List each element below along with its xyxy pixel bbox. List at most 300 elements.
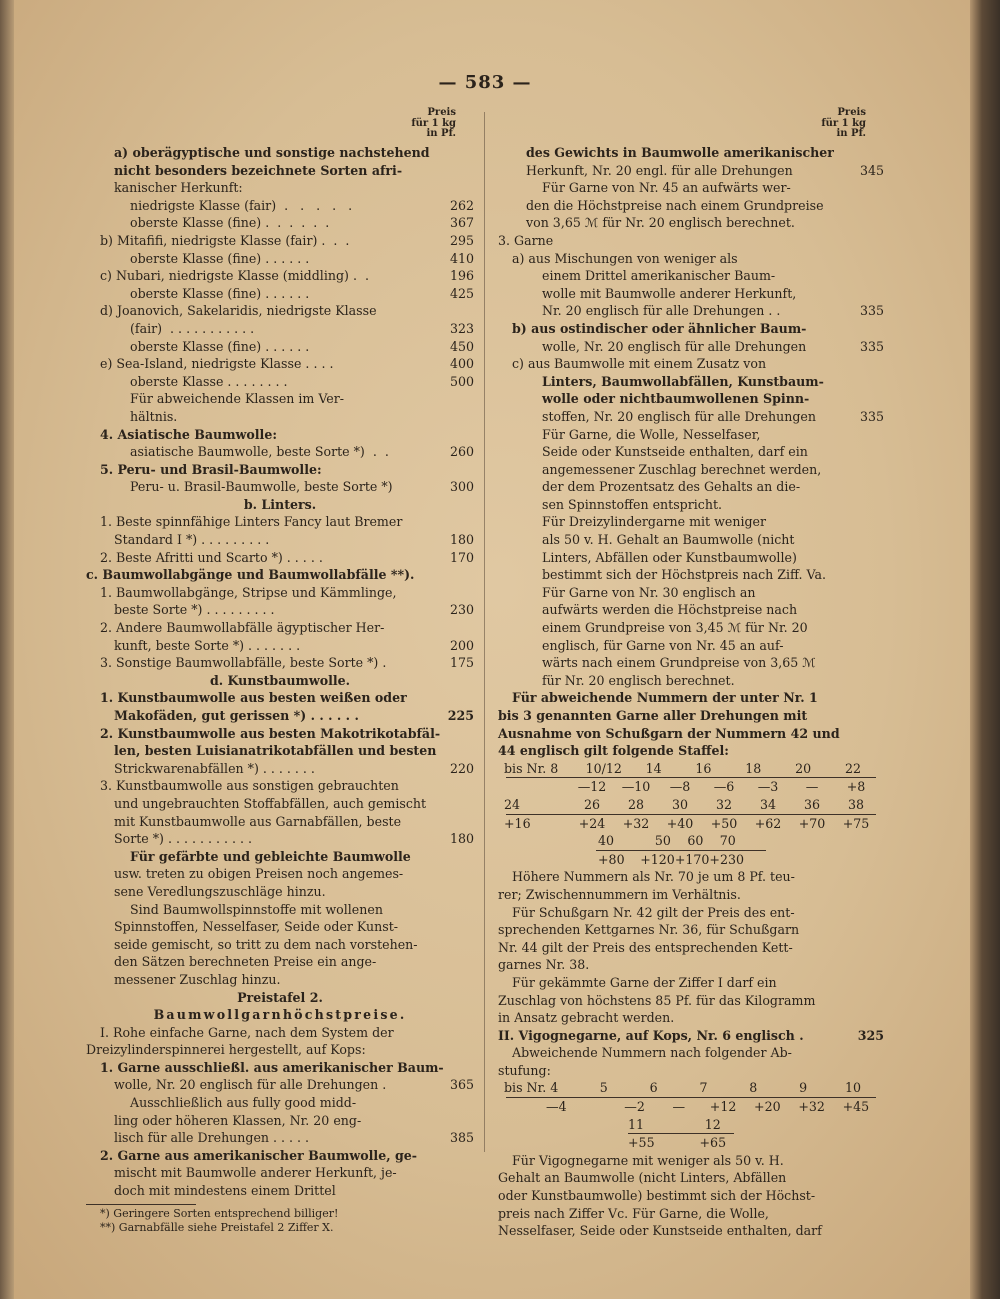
line-text: für Nr. 20 englisch berechnet. (542, 672, 735, 688)
staffel-table-1 (498, 760, 884, 869)
text-line (86, 461, 474, 479)
staffel-cell: +65 (699, 1135, 727, 1151)
line-text: Nesselfaser, Seide oder Kunstseide enthalten, darf (498, 1223, 822, 1239)
text-line (86, 426, 474, 444)
text-line (498, 601, 884, 619)
staffel-cell: +50 (710, 815, 738, 831)
text-line (498, 549, 884, 567)
staffel-cell: 38 (847, 796, 865, 812)
staffel-cell: 36 (803, 796, 821, 812)
price-value: 175 (449, 655, 474, 671)
price-value: 295 (449, 232, 474, 248)
staffel-cell: +32 (622, 815, 650, 831)
line-text: ling oder höheren Klassen, Nr. 20 eng- (114, 1112, 362, 1128)
right-lines-c (498, 1152, 884, 1240)
staffel-cell (504, 778, 570, 796)
left-lines (86, 144, 474, 1200)
line-text: Strickwarenabfällen *) . . . . . . . (114, 760, 315, 776)
line-text: 3. Kunstbaumwolle aus sonstigen gebrauchten (100, 778, 399, 794)
price-value: 365 (449, 1077, 474, 1093)
line-text: Spinnstoffen, Nesselfaser, Seide oder Kunst- (114, 919, 399, 935)
text-line (498, 689, 884, 707)
line-text: Sorte *) . . . . . . . . . . . (114, 831, 253, 847)
line-text: c) Nubari, niedrigste Klasse (middling) . . (100, 268, 369, 284)
text-line (498, 179, 884, 197)
left-column (86, 108, 474, 1235)
text-line (498, 338, 884, 356)
footnote-2: **) Garnabfälle siehe Preistafel 2 Ziffer X. (100, 1220, 334, 1234)
price-value: 450 (449, 338, 474, 354)
text-line (86, 742, 474, 760)
line-text: e) Sea-Island, niedrigste Klasse . . . . (100, 356, 334, 372)
text-line (498, 531, 884, 549)
text-line (86, 883, 474, 901)
text-line (86, 267, 474, 285)
staffel1-row (498, 832, 884, 850)
line-text: einem Grundpreise von 3,45 ℳ für Nr. 20 (542, 620, 808, 636)
text-line (498, 232, 884, 250)
staffel-cell: 34 (759, 796, 777, 812)
price-column-header: Preis für 1 kg in Pf. (411, 107, 456, 139)
line-text: rer; Zwischennummern im Verhältnis. (498, 886, 741, 902)
staffel1-row (498, 778, 884, 796)
line-text: Für Garne von Nr. 45 an aufwärts wer- (542, 180, 791, 196)
text-line (498, 302, 884, 320)
line-text: 2. Kunstbaumwolle aus besten Makotrikotabfäl- (100, 725, 441, 741)
staffel-cell: 11 (628, 1116, 645, 1132)
staffel-cell: 9 (799, 1080, 808, 1096)
text-line (86, 566, 474, 584)
staffel-cell: 40 (598, 833, 615, 849)
text-line (86, 250, 474, 268)
price-value: 300 (449, 479, 474, 495)
text-line (86, 1024, 474, 1042)
line-text: 3. Garne (498, 232, 554, 248)
text-line (498, 1169, 884, 1187)
price-value: 367 (449, 215, 474, 231)
text-line (86, 179, 474, 197)
text-line (498, 742, 884, 760)
line-text: 4. Asiatische Baumwolle: (100, 426, 278, 442)
staffel-cell: 10/12 (585, 760, 622, 776)
line-text: sene Veredlungszuschläge hinzu. (114, 883, 326, 899)
line-text: Seide oder Kunstseide enthalten, darf ein (542, 444, 808, 460)
text-line (86, 777, 474, 795)
text-line (86, 1182, 474, 1200)
text-line (86, 338, 474, 356)
line-text: Nr. 44 gilt der Preis des entsprechenden Kett- (498, 939, 793, 955)
text-line (498, 725, 884, 743)
text-line (86, 865, 474, 883)
line-text: als 50 v. H. Gehalt an Baumwolle (nicht (542, 532, 795, 548)
text-line (86, 1076, 474, 1094)
price-value: 400 (449, 356, 474, 372)
text-line (498, 956, 884, 974)
line-text: Für gefärbte und gebleichte Baumwolle (130, 848, 411, 864)
staffel-cell: 26 (583, 796, 601, 812)
text-line (498, 1044, 884, 1062)
line-text: 44 englisch gilt folgende Staffel: (498, 743, 729, 759)
text-line (498, 1009, 884, 1027)
line-text: stoffen, Nr. 20 englisch für alle Drehungen (542, 408, 816, 424)
line-text: c) aus Baumwolle mit einem Zusatz von (512, 356, 767, 372)
line-text: kunft, beste Sorte *) . . . . . . . (114, 637, 301, 653)
staffel-cell: +20 (754, 1099, 781, 1115)
line-text: wolle, Nr. 20 englisch für alle Drehungen . (114, 1077, 387, 1093)
text-line (86, 1147, 474, 1165)
line-text: nicht besonders bezeichnete Sorten afri- (114, 162, 403, 178)
price-value: 335 (859, 408, 884, 424)
staffel1-row (498, 851, 884, 869)
text-line (498, 1205, 884, 1223)
staffel-cell: +12 (709, 1099, 737, 1115)
line-text: Für Vigognegarne mit weniger als 50 v. H. (512, 1152, 784, 1168)
line-text: Gehalt an Baumwolle (nicht Linters, Abfällen (498, 1170, 787, 1186)
staffel-cell: 28 (627, 796, 645, 812)
text-line (86, 302, 474, 320)
line-text: b. Linters. (243, 496, 317, 512)
price-value: 385 (449, 1130, 474, 1146)
text-line (86, 989, 474, 1007)
line-text: bestimmt sich der Höchstpreis nach Ziff. Va. (542, 567, 827, 583)
line-text: asiatische Baumwolle, beste Sorte *) . . (130, 444, 389, 460)
line-text: messener Zuschlag hinzu. (114, 971, 281, 987)
line-text: Zuschlag von höchstens 85 Pf. für das Kilogramm (498, 992, 816, 1008)
line-text: Preistafel 2. (237, 989, 323, 1005)
text-line (498, 974, 884, 992)
line-text: d) Joanovich, Sakelaridis, niedrigste Klasse (100, 303, 377, 319)
line-text: usw. treten zu obigen Preisen noch angemes- (114, 866, 404, 882)
staffel-cell: —4 (546, 1099, 567, 1115)
line-text: a) aus Mischungen von weniger als (512, 250, 738, 266)
text-line (498, 373, 884, 391)
text-line (86, 478, 474, 496)
line-text: beste Sorte *) . . . . . . . . . (114, 602, 275, 618)
right-lines-b (498, 868, 884, 1079)
line-text: Baumwollgarnhöchstpreise. (153, 1007, 407, 1023)
staffel-cell: 32 (715, 796, 733, 812)
staffel-cell: 5 (599, 1080, 608, 1096)
staffel-cell: +8 (846, 779, 866, 795)
line-text: englisch, für Garne von Nr. 45 an auf- (542, 637, 784, 653)
text-line (498, 355, 884, 373)
text-line (86, 584, 474, 602)
staffel-cell: +80 (598, 851, 625, 867)
line-text: Für abweichende Klassen im Ver- (130, 391, 345, 407)
line-text: sen Spinnstoffen entspricht. (542, 496, 723, 512)
line-text: aufwärts werden die Höchstpreise nach (542, 602, 798, 618)
staffel-cell: 24 (504, 796, 521, 812)
text-line (86, 848, 474, 866)
price-value: 230 (449, 602, 474, 618)
line-text: des Gewichts in Baumwolle amerikanischer (526, 145, 834, 160)
text-line (86, 232, 474, 250)
price-value: 220 (449, 760, 474, 776)
staffel-cell: +170 (674, 851, 710, 867)
line-text: wolle mit Baumwolle anderer Herkunft, (542, 285, 797, 301)
staffel-cell: 6 (649, 1080, 658, 1096)
text-line (498, 886, 884, 904)
price-value: 180 (449, 532, 474, 548)
line-text: oberste Klasse (fine) . . . . . . (130, 215, 330, 231)
line-text: 5. Peru- und Brasil-Baumwolle: (100, 461, 322, 477)
text-line (498, 566, 884, 584)
staffel-cell: —8 (669, 779, 691, 795)
text-line (498, 390, 884, 408)
line-text: einem Drittel amerikanischer Baum- (542, 268, 776, 284)
footnote-1: *) Geringere Sorten entsprechend billiger! (100, 1206, 339, 1220)
text-line (86, 936, 474, 954)
staffel2-row (498, 1116, 884, 1134)
line-text: Dreizylinderspinnerei hergestellt, auf Kops: (86, 1042, 366, 1058)
text-line (498, 461, 884, 479)
line-text: mit Kunstbaumwolle aus Garnabfällen, beste (114, 813, 402, 829)
line-text: und ungebrauchten Stoffabfällen, auch gemischt (114, 795, 427, 811)
line-text: 1. Baumwollabgänge, Stripse und Kämmlinge, (100, 584, 397, 600)
line-text: Für abweichende Nummern der unter Nr. 1 (512, 690, 818, 706)
text-line (498, 478, 884, 496)
staffel-cell: 50 (654, 833, 671, 849)
line-text: Für Dreizylindergarne mit weniger (542, 514, 767, 530)
text-line (498, 672, 884, 690)
staffel1-row (498, 796, 884, 814)
staffel-cell: 60 (687, 833, 704, 849)
staffel-cell: — (672, 1099, 686, 1115)
staffel-cell: 12 (704, 1116, 721, 1132)
line-text: Höhere Nummern als Nr. 70 je um 8 Pf. teu- (512, 869, 795, 885)
line-text: Standard I *) . . . . . . . . . (114, 532, 270, 548)
line-text: 2. Beste Afritti und Scarto *) . . . . . (100, 549, 323, 565)
line-text: sprechenden Kettgarnes Nr. 36, für Schußgarn (498, 922, 800, 938)
line-text: doch mit mindestens einem Drittel (114, 1183, 336, 1199)
line-text: len, besten Luisianatrikotabfällen und besten (114, 743, 437, 759)
text-line (86, 953, 474, 971)
line-text: oberste Klasse (fine) . . . . . . (130, 338, 310, 354)
staffel-table-2 (498, 1079, 884, 1151)
text-line (498, 144, 884, 162)
staffel-cell: 18 (745, 760, 762, 776)
staffel-cell: —6 (713, 779, 735, 795)
line-text: hältnis. (130, 408, 178, 424)
line-text: d. Kunstbaumwolle. (209, 672, 351, 688)
text-line (86, 971, 474, 989)
text-line (498, 654, 884, 672)
text-line (86, 1112, 474, 1130)
staffel-cell: +16 (504, 815, 531, 831)
line-text: Abweichende Nummern nach folgender Ab- (512, 1045, 792, 1061)
text-line (498, 868, 884, 886)
staffel2-row (498, 1134, 884, 1152)
text-line (86, 285, 474, 303)
text-line (86, 601, 474, 619)
text-line (86, 619, 474, 637)
staffel-cell: bis Nr. 8 (504, 760, 559, 776)
staffel-cell: 16 (695, 760, 712, 776)
text-line (86, 1041, 474, 1059)
text-line (86, 531, 474, 549)
line-text: oberste Klasse . . . . . . . . (130, 373, 288, 389)
line-text: b) Mitafifi, niedrigste Klasse (fair) . . . (100, 232, 350, 248)
line-text: 1. Beste spinnfähige Linters Fancy laut Bremer (100, 514, 403, 530)
line-text: oberste Klasse (fine) . . . . . . (130, 250, 310, 266)
staffel-cell: —10 (621, 779, 651, 795)
line-text: garnes Nr. 38. (498, 957, 590, 973)
line-text: preis nach Ziffer Vc. Für Garne, die Wolle, (498, 1205, 769, 1221)
right-column (498, 108, 884, 1240)
text-line (498, 285, 884, 303)
line-text: niedrigste Klasse (fair) . . . . . (130, 197, 353, 213)
text-line (498, 320, 884, 338)
text-line (86, 144, 474, 162)
staffel-cell: +230 (709, 851, 744, 867)
text-line (86, 813, 474, 831)
price-value: 345 (859, 162, 884, 178)
price-value: 200 (449, 637, 474, 653)
text-line (498, 162, 884, 180)
text-line (498, 250, 884, 268)
text-line (86, 320, 474, 338)
line-text: oder Kunstbaumwolle) bestimmt sich der Höchst- (498, 1188, 816, 1204)
line-text: Ausschließlich aus fully good midd- (130, 1095, 357, 1111)
line-text: seide gemischt, so tritt zu dem nach vorstehen- (114, 936, 418, 952)
staffel-cell: +32 (798, 1099, 825, 1115)
line-text: 3. Sonstige Baumwollabfälle, beste Sorte *) . (100, 655, 387, 671)
line-text: mischt mit Baumwolle anderer Herkunft, je- (114, 1165, 397, 1181)
text-line (86, 689, 474, 707)
text-line (86, 443, 474, 461)
line-text: Linters, Baumwollabfällen, Kunstbaum- (542, 373, 824, 389)
price-value: 225 (447, 708, 474, 723)
staffel-cell: — (805, 779, 819, 795)
text-line (86, 513, 474, 531)
line-text: lisch für alle Drehungen . . . . . (114, 1130, 310, 1146)
text-line (498, 408, 884, 426)
staffel2-row (498, 1079, 884, 1097)
text-line (498, 214, 884, 232)
line-text: bis 3 genannten Garne aller Drehungen mit (498, 708, 808, 723)
text-line (86, 672, 474, 690)
text-line (86, 918, 474, 936)
text-line (498, 1152, 884, 1170)
price-value: 410 (449, 250, 474, 266)
staffel-cell: 10 (845, 1080, 862, 1096)
line-text: Linters, Abfällen oder Kunstbaumwolle) (542, 549, 797, 565)
staffel-cell: —3 (757, 779, 779, 795)
price-value: 260 (449, 444, 474, 460)
staffel-cell: 30 (671, 796, 689, 812)
text-line (86, 549, 474, 567)
line-text: den Sätzen berechneten Preise ein ange- (114, 954, 377, 970)
price-value: 335 (859, 338, 884, 354)
line-text: Für Garne, die Wolle, Nesselfaser, (542, 426, 761, 442)
price-value: 425 (449, 285, 474, 301)
text-line (86, 707, 474, 725)
line-text: wolle, Nr. 20 englisch für alle Drehungen (542, 338, 807, 354)
line-text: stufung: (498, 1062, 551, 1078)
text-line (86, 390, 474, 408)
line-text: Ausnahme von Schußgarn der Nummern 42 und (498, 725, 840, 741)
line-text: Herkunft, Nr. 20 engl. für alle Drehungen (526, 162, 793, 178)
text-line (86, 1006, 474, 1024)
staffel-cell: +40 (666, 815, 694, 831)
price-value: 500 (449, 373, 474, 389)
text-line (498, 267, 884, 285)
line-text: angemessener Zuschlag berechnet werden, (542, 461, 822, 477)
text-line (86, 1094, 474, 1112)
staffel-cell: +24 (578, 815, 606, 831)
text-line (86, 1164, 474, 1182)
book-edge (970, 0, 1000, 1299)
column-divider (484, 112, 485, 1152)
line-text: wolle oder nichtbaumwollenen Spinn- (542, 391, 810, 407)
price-value: 262 (449, 197, 474, 213)
page-number: — 583 — (438, 72, 532, 93)
line-text: b) aus ostindischer oder ähnlicher Baum- (512, 320, 807, 336)
text-line (498, 1027, 884, 1045)
text-line (498, 443, 884, 461)
line-text: den die Höchstpreise nach einem Grundpreise (526, 197, 824, 213)
line-text: in Ansatz gebracht werden. (498, 1010, 675, 1026)
text-line (86, 637, 474, 655)
staffel-cell: —12 (577, 779, 607, 795)
text-line (86, 795, 474, 813)
text-line (498, 496, 884, 514)
text-line (498, 921, 884, 939)
line-text: von 3,65 ℳ für Nr. 20 englisch berechnet. (526, 215, 795, 231)
staffel-cell: 7 (699, 1080, 708, 1096)
book-spine-shadow (0, 0, 14, 1299)
price-value: 180 (449, 831, 474, 847)
right-lines-a (498, 144, 884, 760)
text-line (498, 707, 884, 725)
line-text: Für gekämmte Garne der Ziffer I darf ein (512, 974, 777, 990)
staffel-cell: —2 (624, 1099, 645, 1115)
text-line (498, 619, 884, 637)
line-text: kanischer Herkunft: (114, 180, 243, 196)
price-value: 170 (449, 549, 474, 565)
text-line (498, 904, 884, 922)
line-text: oberste Klasse (fine) . . . . . . (130, 285, 310, 301)
text-line (498, 1222, 884, 1240)
text-line (498, 637, 884, 655)
price-value: 335 (859, 303, 884, 319)
line-text: Nr. 20 englisch für alle Drehungen . . (542, 303, 781, 319)
text-line (86, 197, 474, 215)
text-line (498, 197, 884, 215)
staffel-cell: 22 (845, 760, 862, 776)
text-line (498, 939, 884, 957)
text-line (86, 1129, 474, 1147)
price-value: 323 (449, 320, 474, 336)
text-line (86, 830, 474, 848)
staffel2-row (498, 1098, 884, 1116)
text-line (86, 654, 474, 672)
staffel-cell: bis Nr. 4 (504, 1080, 559, 1096)
staffel-cell: 20 (795, 760, 812, 776)
text-line (498, 1187, 884, 1205)
text-line (498, 992, 884, 1010)
price-column-header-right: Preis für 1 kg in Pf. (821, 107, 866, 139)
price-value: 325 (857, 1027, 884, 1043)
staffel-cell: +55 (628, 1135, 655, 1151)
line-text: II. Vigognegarne, auf Kops, Nr. 6 englisch . (498, 1027, 804, 1043)
text-line (86, 725, 474, 743)
line-text: Sind Baumwollspinnstoffe mit wollenen (130, 901, 383, 917)
staffel-cell: +62 (754, 815, 782, 831)
text-line (86, 214, 474, 232)
text-line (86, 373, 474, 391)
staffel-cell: +120 (640, 851, 675, 867)
